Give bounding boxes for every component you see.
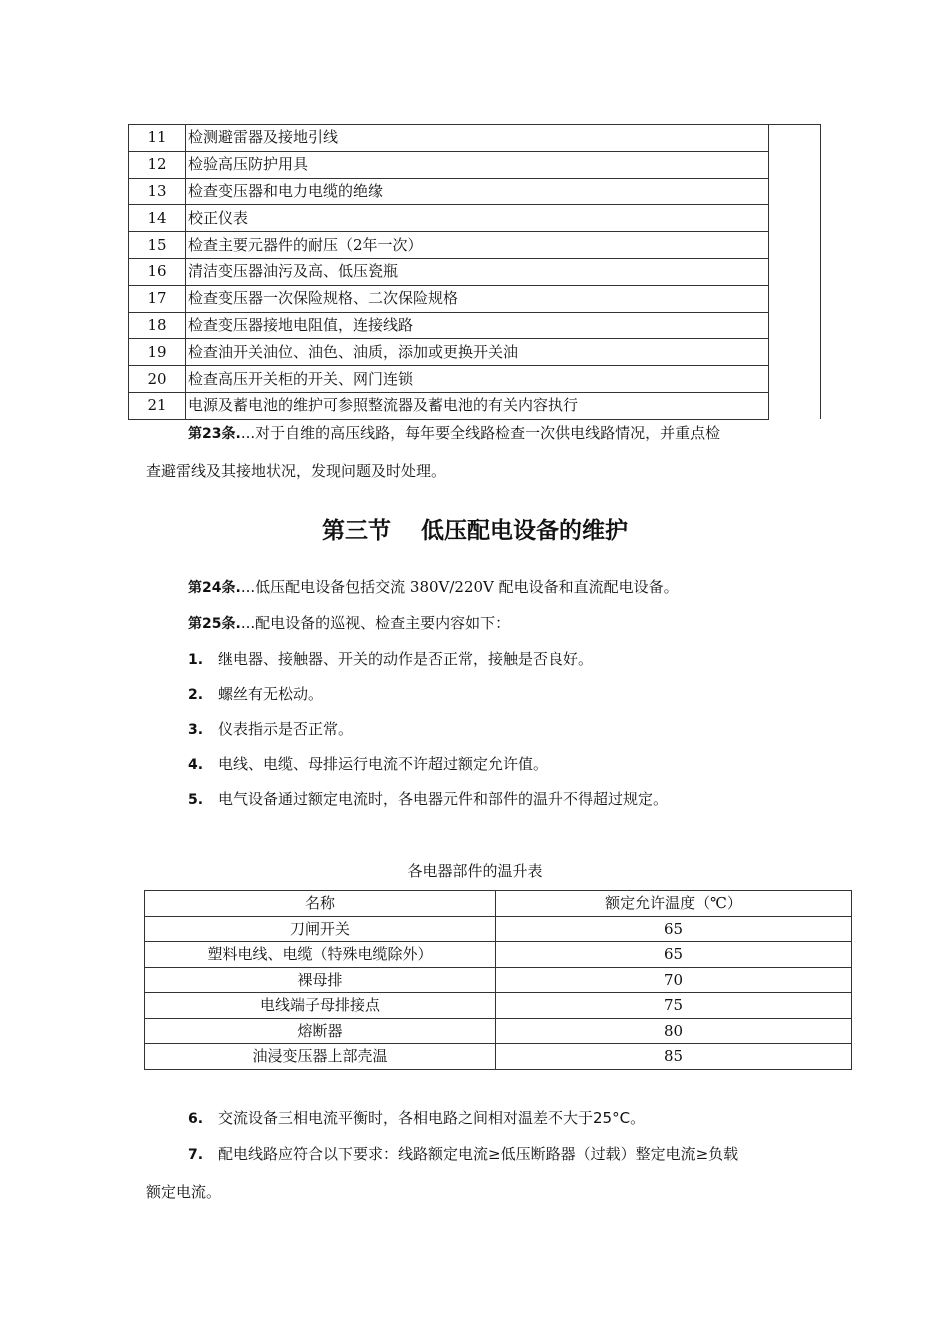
allowed-temperature: 65 bbox=[496, 916, 852, 942]
row-number: 20 bbox=[129, 366, 186, 393]
component-name: 裸母排 bbox=[145, 967, 496, 993]
column-header: 额定允许温度（℃） bbox=[496, 891, 852, 917]
allowed-temperature: 75 bbox=[496, 993, 852, 1019]
row-text: 检测避雷器及接地引线 bbox=[186, 125, 769, 152]
table-row bbox=[129, 285, 769, 312]
table-row bbox=[145, 1044, 852, 1070]
row-number: 16 bbox=[129, 258, 186, 285]
table-row bbox=[129, 339, 769, 366]
row-text: 检查变压器接地电阻值，连接线路 bbox=[186, 312, 769, 339]
row-text: 清洁变压器油污及高、低压瓷瓶 bbox=[186, 258, 769, 285]
allowed-temperature: 65 bbox=[496, 942, 852, 968]
row-text: 检查变压器和电力电缆的绝缘 bbox=[186, 178, 769, 205]
table-row bbox=[129, 232, 769, 259]
table-row bbox=[129, 178, 769, 205]
article-25-dots: ... bbox=[240, 614, 256, 632]
table-row bbox=[145, 967, 852, 993]
row-number: 19 bbox=[129, 339, 186, 366]
list-number: 4. bbox=[188, 757, 204, 773]
article-23-line2: 查避雷线及其接地状况，发现问题及时处理。 bbox=[146, 462, 447, 480]
list-text: 交流设备三相电流平衡时，各相电路之间相对温差不大于 bbox=[218, 1109, 594, 1127]
row-number: 12 bbox=[129, 151, 186, 178]
table-row bbox=[145, 916, 852, 942]
list-text: 仪表指示是否正常。 bbox=[218, 720, 354, 738]
row-text: 电源及蓄电池的维护可参照整流器及蓄电池的有关内容执行 bbox=[186, 392, 769, 419]
table-caption: 各电器部件的温升表 bbox=[407, 862, 543, 880]
maintenance-items-table bbox=[128, 124, 769, 420]
article-23-label: 第23条. bbox=[188, 426, 241, 442]
table-row bbox=[129, 392, 769, 419]
section-title: 低压配电设备的维护 bbox=[421, 518, 628, 544]
temperature-rise-table bbox=[144, 890, 852, 1070]
row-number: 17 bbox=[129, 285, 186, 312]
component-name: 电线端子母排接点 bbox=[145, 993, 496, 1019]
list-number: 5. bbox=[188, 792, 204, 808]
row-number: 21 bbox=[129, 392, 186, 419]
table-row bbox=[129, 205, 769, 232]
table-row bbox=[129, 151, 769, 178]
list-item bbox=[188, 1143, 738, 1164]
article-25-label: 第25条. bbox=[188, 616, 241, 632]
article-23-dots: ... bbox=[240, 424, 256, 442]
component-name: 塑料电线、电缆（特殊电缆除外） bbox=[145, 942, 496, 968]
component-name: 油浸变压器上部壳温 bbox=[145, 1044, 496, 1070]
table-row bbox=[145, 993, 852, 1019]
list-item bbox=[188, 683, 323, 704]
article-23-text: 对于自维的高压线路，每年要全线路检查一次供电线路情况，并重点检 bbox=[255, 424, 721, 442]
row-text: 检查油开关油位、油色、油质，添加或更换开关油 bbox=[186, 339, 769, 366]
list-item-continuation: 额定电流。 bbox=[146, 1183, 222, 1201]
section-heading bbox=[0, 512, 950, 545]
row-text: 检查变压器一次保险规格、二次保险规格 bbox=[186, 285, 769, 312]
table-row bbox=[129, 258, 769, 285]
row-number: 14 bbox=[129, 205, 186, 232]
row-text: 检查主要元器件的耐压（2年一次） bbox=[186, 232, 769, 259]
article-24-text: 低压配电设备包括交流 380V/220V 配电设备和直流配电设备。 bbox=[255, 578, 679, 596]
table-header-row bbox=[145, 891, 852, 917]
list-text: 电线、电缆、母排运行电流不许超过额定允许值。 bbox=[218, 755, 549, 773]
row-text: 检验高压防护用具 bbox=[186, 151, 769, 178]
list-number: 1. bbox=[188, 652, 204, 668]
list-text: 继电器、接触器、开关的动作是否正常，接触是否良好。 bbox=[218, 650, 594, 668]
article-24-label: 第24条. bbox=[188, 580, 241, 596]
list-number: 7. bbox=[188, 1147, 204, 1163]
article-23-line1 bbox=[188, 422, 720, 445]
article-25-text: 配电设备的巡视、检查主要内容如下： bbox=[255, 614, 511, 632]
table-row bbox=[145, 1018, 852, 1044]
article-25 bbox=[188, 612, 510, 635]
list-text: 配电线路应符合以下要求：线路额定电流≥低压断路器（过载）整定电流≥负载 bbox=[218, 1145, 739, 1163]
row-number: 18 bbox=[129, 312, 186, 339]
article-24 bbox=[188, 576, 679, 599]
table-side-column bbox=[766, 124, 821, 419]
article-24-dots: ... bbox=[240, 578, 256, 596]
list-text: 电气设备通过额定电流时，各电器元件和部件的温升不得超过规定。 bbox=[218, 790, 669, 808]
allowed-temperature: 70 bbox=[496, 967, 852, 993]
allowed-temperature: 80 bbox=[496, 1018, 852, 1044]
list-item bbox=[188, 753, 548, 774]
table-row bbox=[145, 942, 852, 968]
list-item bbox=[188, 648, 593, 669]
list-item bbox=[188, 788, 668, 809]
list-number: 3. bbox=[188, 722, 204, 738]
table-row bbox=[129, 125, 769, 152]
list-number: 6. bbox=[188, 1111, 204, 1127]
list-number: 2. bbox=[188, 687, 204, 703]
component-name: 熔断器 bbox=[145, 1018, 496, 1044]
temperature-value: 25°C。 bbox=[593, 1109, 646, 1127]
table-row bbox=[129, 312, 769, 339]
table-row bbox=[129, 366, 769, 393]
list-text: 螺丝有无松动。 bbox=[218, 685, 324, 703]
row-text: 校正仪表 bbox=[186, 205, 769, 232]
row-number: 11 bbox=[129, 125, 186, 152]
list-item bbox=[188, 1107, 645, 1128]
row-number: 15 bbox=[129, 232, 186, 259]
column-header: 名称 bbox=[145, 891, 496, 917]
row-text: 检查高压开关柜的开关、网门连锁 bbox=[186, 366, 769, 393]
component-name: 刀闸开关 bbox=[145, 916, 496, 942]
section-number: 第三节 bbox=[322, 518, 391, 544]
allowed-temperature: 85 bbox=[496, 1044, 852, 1070]
list-item bbox=[188, 718, 353, 739]
row-number: 13 bbox=[129, 178, 186, 205]
